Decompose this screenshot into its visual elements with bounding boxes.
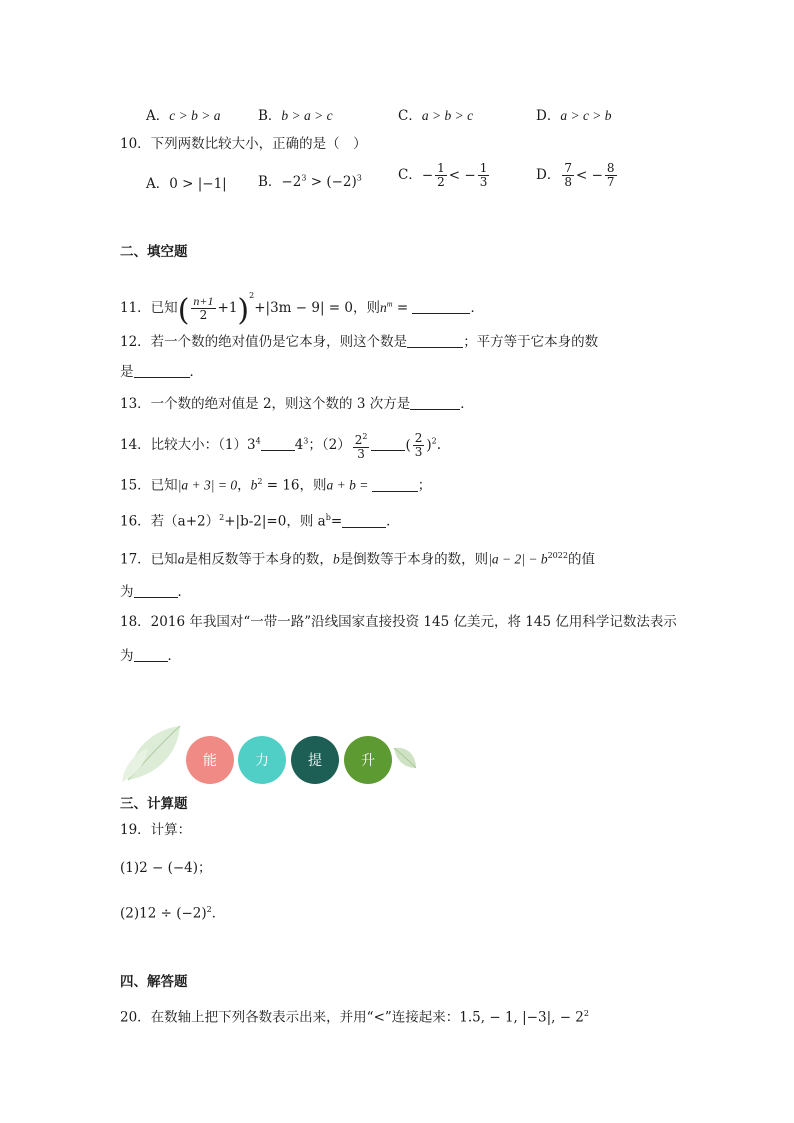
q14-text: 14．比较大小：（1）3	[120, 437, 256, 453]
fraction	[478, 162, 490, 189]
q10-option-c: C．− $\frac{1}{2}$ < − $\frac{1}{3}$	[398, 161, 488, 189]
q9-option-b	[258, 104, 333, 124]
section-title-fill-in: 二、填空题	[120, 244, 188, 260]
denominator: 8	[564, 175, 572, 189]
q13	[120, 394, 474, 414]
option-label: A．	[146, 108, 170, 124]
fraction	[605, 162, 617, 189]
q20-text: 20．在数轴上把下列各数表示出来，并用“<”连接起来：1.5, − 1, |−3|, − 2	[120, 1009, 584, 1026]
q17-text: 是相反数等于本身的数，	[184, 551, 333, 568]
period: .	[436, 437, 442, 453]
q18-line1: 18．2016 年我国对“一带一路”沿线国家直接投资 145 亿美元，将 145 亿用科学记数法表示	[120, 614, 677, 630]
section-title-answer: 四、解答题	[120, 974, 188, 990]
fraction	[435, 162, 447, 189]
fraction	[353, 430, 370, 461]
exponent: 2	[362, 432, 368, 441]
q19-part1: (1)2 − (−4)；	[120, 860, 212, 876]
banner-circle-1	[186, 736, 234, 784]
option-text: > (−2)	[306, 174, 357, 190]
exponent: 2	[583, 1009, 589, 1018]
q10-option-d: D． $\frac{7}{8}$ < − $\frac{8}{7}$	[536, 161, 615, 189]
answer-blank[interactable]	[371, 436, 405, 451]
q17-text: 17．已知	[120, 551, 178, 568]
banner-char: 力	[255, 753, 269, 769]
q10-option-a	[146, 172, 227, 192]
q11-abs: +|3m − 9| = 0，则	[254, 300, 380, 316]
numerator: n+1	[193, 294, 214, 308]
q10-option-b	[258, 170, 362, 190]
banner-circle-2	[238, 736, 286, 784]
q14-text: ；（2）	[308, 437, 351, 453]
exponent: b	[325, 513, 331, 522]
q17-text: 为	[120, 584, 134, 600]
answer-blank[interactable]	[134, 647, 168, 662]
q12-text: 12．若一个数的绝对值仍是它本身，则这个数是	[120, 334, 408, 350]
answer-blank[interactable]	[134, 363, 190, 378]
exponent: 4	[255, 436, 261, 446]
period: ．	[177, 584, 191, 600]
paren-close: )	[426, 437, 432, 454]
q18-line2	[120, 646, 181, 666]
denominator: 3	[357, 447, 365, 461]
q16-text: 16．若（a+2）	[120, 513, 220, 530]
q11	[120, 284, 484, 328]
period: ．	[470, 300, 484, 316]
q9-option-c	[398, 104, 473, 124]
denominator: 3	[414, 445, 423, 459]
option-text: 0 > |−1|	[169, 176, 227, 192]
numerator-value: 2	[354, 433, 363, 447]
var-b: b	[250, 477, 258, 493]
q15-text: ，	[237, 477, 251, 494]
q15	[120, 472, 431, 496]
q17-text: 是倒数等于本身的数，则	[339, 551, 489, 568]
option-label: B．	[258, 108, 282, 124]
exponent: 3	[303, 436, 309, 446]
q14	[120, 430, 441, 461]
q9-option-d	[536, 104, 612, 124]
q12-line2	[120, 362, 203, 382]
period: ．	[189, 364, 203, 380]
denominator: 3	[479, 175, 488, 189]
option-label: A．	[146, 176, 170, 192]
option-text: a > c > b	[560, 108, 612, 123]
leaf-decoration-icon	[120, 722, 190, 784]
var-n: n	[380, 300, 387, 315]
exponent: 2	[431, 436, 437, 446]
numerator: 8	[606, 161, 615, 175]
section-title-calculation: 三、计算题	[120, 796, 188, 812]
q15-sum: a + b =	[326, 477, 372, 493]
option-label: C．	[398, 167, 422, 183]
q18-text: 为	[120, 648, 134, 664]
numerator: 1	[437, 161, 445, 175]
q19-part2	[120, 900, 225, 924]
answer-blank[interactable]	[407, 333, 463, 348]
option-text: a > b > c	[421, 108, 474, 123]
banner-circle-4	[344, 736, 392, 784]
banner-char: 能	[203, 753, 217, 769]
semicolon: ；	[417, 477, 432, 494]
option-text: c > b > a	[169, 108, 221, 123]
q15-text: = 16	[262, 477, 300, 494]
exponent: 3	[356, 173, 362, 183]
q12-text: ；平方等于它本身的数	[463, 334, 599, 350]
q17-text: 的值	[567, 551, 595, 568]
exponent: 2	[219, 513, 225, 522]
q20	[120, 1004, 589, 1028]
paren-close: )	[237, 293, 250, 328]
answer-blank[interactable]	[342, 513, 386, 528]
answer-blank[interactable]	[410, 395, 460, 410]
exponent: 2	[249, 291, 255, 300]
denominator: 2	[199, 308, 208, 322]
q17-expr: |a − 2| − b	[488, 551, 548, 567]
option-label: C．	[398, 108, 422, 124]
answer-blank[interactable]	[412, 299, 470, 314]
option-text: −2	[281, 174, 302, 190]
exponent: 2	[206, 905, 212, 914]
numerator: 2	[414, 431, 423, 445]
paren-open: (	[405, 437, 411, 454]
answer-blank[interactable]	[261, 436, 295, 451]
q11-mid: +1	[217, 300, 238, 316]
q15-text: 15．已知	[120, 477, 178, 494]
var-b: b	[332, 551, 340, 567]
q15-text: ，则	[299, 477, 327, 494]
numerator: 1	[479, 161, 488, 175]
q19-stem: 19．计算：	[120, 822, 192, 838]
q11-prefix: 11．已知	[120, 300, 178, 316]
q10-stem: 10．下列两数比较大小，正确的是（ ）	[120, 136, 367, 152]
answer-blank[interactable]	[134, 583, 178, 598]
q16-text: +|b-2|=0，则 a	[224, 513, 326, 530]
option-label: D．	[536, 167, 561, 183]
denominator: 7	[606, 175, 615, 189]
q19-text: (2)12 ÷ (−2)	[120, 905, 207, 922]
banner-char: 提	[308, 753, 322, 769]
exponent: 2	[257, 477, 263, 486]
denominator: 2	[437, 175, 445, 189]
exponent: 2022	[547, 551, 568, 560]
option-label: D．	[536, 108, 561, 124]
q14-text: 4	[294, 437, 304, 453]
banner-circle-3	[291, 736, 339, 784]
banner-char: 升	[361, 753, 375, 769]
paren-open: (	[177, 293, 190, 328]
fraction	[562, 162, 574, 189]
q12-line1	[120, 332, 598, 352]
option-label: B．	[258, 174, 282, 190]
period: ．	[460, 396, 474, 412]
period: ．	[386, 513, 400, 530]
q17-line1	[120, 546, 595, 570]
q16	[120, 508, 400, 532]
period: ．	[211, 905, 226, 922]
var-a: a	[177, 551, 185, 567]
option-text: b > a > c	[281, 108, 333, 123]
q15-abs: |a + 3| = 0	[177, 477, 238, 493]
numerator: 7	[564, 161, 572, 175]
fraction	[191, 295, 215, 322]
period: ．	[167, 648, 181, 664]
answer-blank[interactable]	[372, 477, 418, 492]
q13-text: 13．一个数的绝对值是 2，则这个数的 3 次方是	[120, 396, 411, 412]
exponent: 3	[301, 173, 307, 183]
small-leaf-icon	[392, 744, 418, 772]
var-m: m	[386, 299, 393, 309]
fraction	[413, 432, 425, 459]
q12-text: 是	[120, 364, 134, 380]
numerator	[353, 430, 370, 448]
equals: =	[330, 513, 343, 530]
q17-line2	[120, 582, 191, 602]
equals: =	[392, 300, 413, 316]
q9-option-a	[146, 104, 220, 124]
